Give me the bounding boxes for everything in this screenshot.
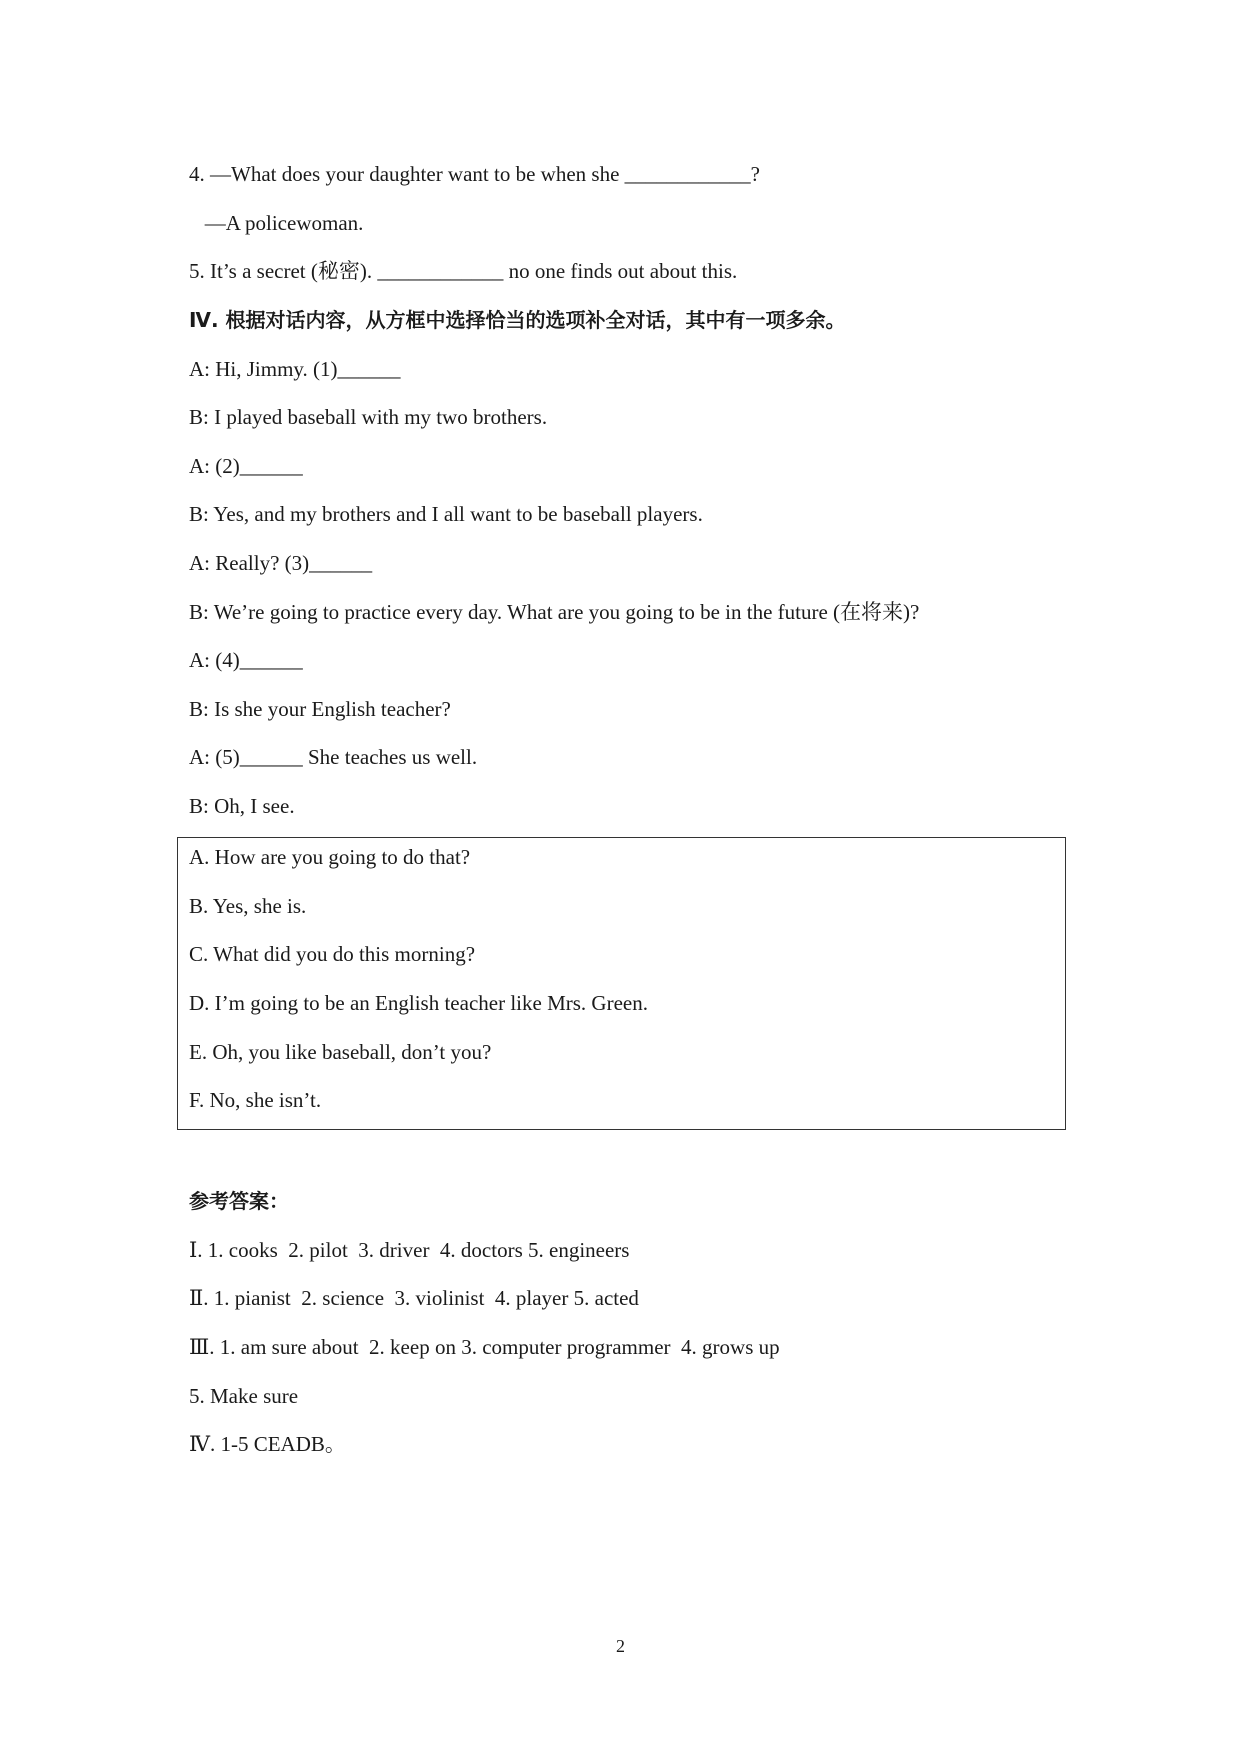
page-number: 2 (616, 1636, 625, 1656)
option-item: B. Yes, she is. (189, 894, 307, 918)
dialogue-line: A: (2)______ (189, 454, 303, 478)
dialogue-line: A: Hi, Jimmy. (1)______ (189, 357, 401, 381)
option-item: A. How are you going to do that? (189, 845, 471, 869)
question-4-line-1: 4. —What does your daughter want to be when she ____________? (189, 162, 760, 186)
option-item: C. What did you do this morning? (189, 942, 476, 966)
dialogue-line: A: (5)______ She teaches us well. (189, 745, 478, 769)
dialogue-line: A: (4)______ (189, 648, 303, 672)
dialogue-line: B: We’re going to practice every day. What are you going to be in the future (在将来)? (189, 600, 920, 624)
answer-line: 5. Make sure (189, 1384, 299, 1408)
answer-line: Ⅰ. 1. cooks 2. pilot 3. driver 4. doctors 5. engineers (189, 1238, 630, 1262)
section-4-heading: Ⅳ. 根据对话内容，从方框中选择恰当的选项补全对话，其中有一项多余。 (189, 308, 846, 332)
dialogue-line: A: Really? (3)______ (189, 551, 373, 575)
option-item: F. No, she isn’t. (189, 1088, 322, 1112)
answer-line: Ⅱ. 1. pianist 2. science 3. violinist 4. player 5. acted (189, 1286, 639, 1310)
dialogue-line: B: Yes, and my brothers and I all want to be baseball players. (189, 502, 703, 526)
dialogue-line: B: I played baseball with my two brothers. (189, 405, 548, 429)
dialogue-line: B: Is she your English teacher? (189, 697, 451, 721)
dialogue-line: B: Oh, I see. (189, 794, 295, 818)
answer-line: Ⅲ. 1. am sure about 2. keep on 3. computer programmer 4. grows up (189, 1335, 780, 1359)
answer-line: Ⅳ. 1-5 CEADB。 (189, 1432, 346, 1456)
options-box (177, 837, 1066, 1130)
question-4-line-2: —A policewoman. (189, 211, 364, 235)
option-item: D. I’m going to be an English teacher like Mrs. Green. (189, 991, 648, 1015)
question-5: 5. It’s a secret (秘密). ____________ no one finds out about this. (189, 259, 738, 283)
option-item: E. Oh, you like baseball, don’t you? (189, 1040, 492, 1064)
answers-heading: 参考答案： (189, 1189, 289, 1213)
